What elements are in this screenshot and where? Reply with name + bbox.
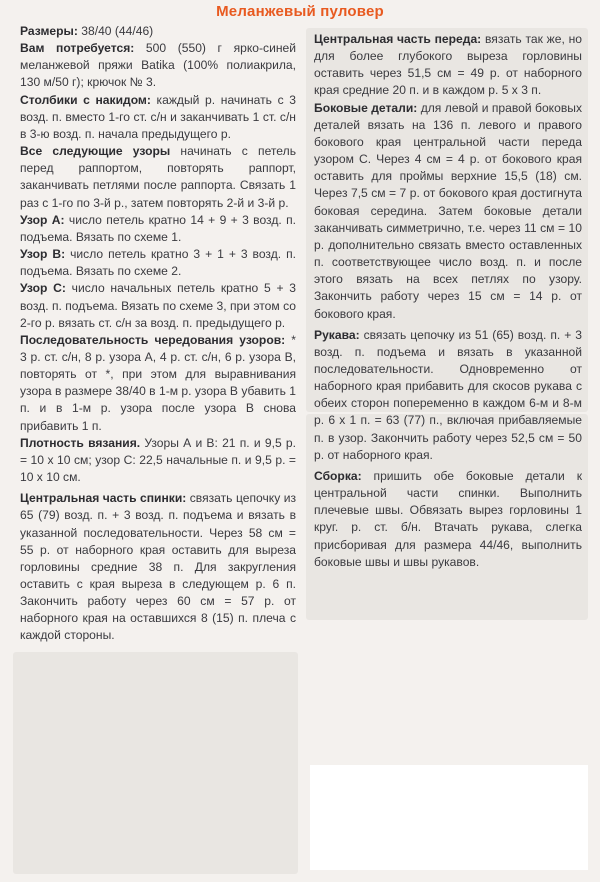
section-gauge	[20, 435, 296, 486]
section-heading: Узор В:	[20, 247, 66, 262]
section-sleeves	[314, 327, 582, 464]
section-sizes	[20, 23, 296, 40]
page-title: Меланжевый пуловер	[216, 3, 384, 20]
section-heading: Рукава:	[314, 327, 360, 342]
section-pattern-b	[20, 246, 296, 280]
section-pattern-a	[20, 212, 296, 246]
section-text: Узоры А и В: 21 п. и 9,5 р. = 10 x 10 см; узор С: 22,5 начальные п. и 9,5 р. = 10 x 10 см.	[20, 435, 296, 485]
section-text: 38/40 (44/46)	[77, 24, 154, 38]
right-column	[314, 23, 582, 571]
section-text: связать цепочку из 51 (65) возд. п. + 3 возд. п. подъема и вязать в указанной последовательности. Одновременно от наборного края прибавить для скосов рукава с обеих сторон попеременно в каждом 6-м и 8-м р. 6 x 1 п. = 63 (77) п., включая прибавляемые п. в узор. Закончить работу через 52,5 см = 50 р. от наборного края.	[314, 327, 582, 462]
section-text: * 3 р. ст. с/н, 8 р. узора А, 4 р. ст. с/н, 6 р. узора В, повторять от *, при этом для выравнивания узора в размере 38/40 в 1-м р. узора В убавить 1 п. и в 1-м р. узора после узора В снова прибавить 1 п.	[20, 332, 296, 433]
section-pattern-c	[20, 280, 296, 331]
section-text: число петель кратно 14 + 9 + 3 возд. п. подъема. Вязать по схеме 1.	[20, 212, 297, 244]
section-heading: Боковые детали:	[314, 100, 418, 115]
section-materials	[20, 40, 296, 91]
section-double-crochet	[20, 92, 296, 143]
section-text: связать цепочку из 65 (79) возд. п. + 3 возд. п. подъема и вязать в указанной последовательности. Через 58 см = 55 р. от наборного края оставить для выреза горловины средние 38 п. Для закругления оставить с края выреза в следующем р. 6 п. Закончить работу через 60 см = 57 р. от наборного края на оставшихся 8 (15) п. плеча с каждой стороны.	[20, 491, 296, 643]
section-heading: Размеры:	[20, 24, 78, 38]
section-text: число петель кратно 3 + 1 + 3 возд. п. подъема. Вязать по схеме 2.	[20, 247, 296, 279]
section-text: для левой и правой боковых деталей вязать на 136 п. левого и правого бокового края центральной части переда узором С. Через 4 см = 4 р. от бокового края оставить для проймы верхние 15,5 (18) см. Через 7,5 см = 7 р. от бокового края достигнута боковая середина. Затем боковые детали заканчивать симметрично, т.е. через 11 см = 10 р. дополнительно связать вместо оставленных п. соответствующее число возд. п. и после этого вязать на всех петлях по узору. Закончить работу через 15 см = 14 р. от бокового края.	[314, 100, 583, 321]
section-text: пришить обе боковые детали к центральной части спинки. Выполнить плечевые швы. Обвязать вырез горловины 1 круг. р. ст. б/н. Втачать рукава, слегка присборивая для размера 44/46, выполнить боковые швы и швы рукавов.	[314, 468, 582, 569]
section-heading: Столбики с накидом:	[20, 92, 151, 107]
section-heading: Центральная часть переда:	[314, 32, 482, 46]
section-patterns-general	[20, 143, 296, 212]
section-heading: Центральная часть спинки:	[20, 491, 187, 506]
section-heading: Все следующие узоры	[20, 144, 171, 159]
blank-area	[310, 765, 588, 870]
section-side-panels	[314, 100, 582, 323]
section-back-center	[20, 490, 296, 644]
section-text: 500 (550) г ярко-синей меланжевой пряжи Batika (100% полиакрила, 130 м/50 г); крючок № 3.	[20, 41, 296, 90]
left-column	[20, 23, 296, 645]
section-heading: Последовательность чередования узоров:	[20, 332, 286, 347]
section-heading: Вам потребуется:	[20, 41, 135, 56]
back-section-shading	[13, 652, 298, 874]
section-heading: Сборка:	[314, 468, 362, 483]
section-text: вязать так же, но для более глубокого выреза горловины оставить через 51,5 см = 49 р. от наборного края средние 20 п. и в каждом р. 5 x 3 п.	[314, 32, 582, 98]
section-front-center	[314, 31, 582, 100]
section-assembly	[314, 468, 582, 571]
section-text: число начальных петель кратно 5 + 3 возд. п. подъема. Вязать по схеме 3, при этом со 2-го р. вязать ст. с/н за возд. п. предыдущего р.	[20, 281, 296, 330]
section-heading: Узор С:	[20, 281, 66, 296]
section-sequence	[20, 332, 296, 435]
section-text: начинать с петель перед раппортом, повторять раппорт, заканчивать петлями после раппорта. Связать 1 раз с 1-го по 3-й р., затем повторять 2-й и 3-й р.	[20, 144, 296, 210]
section-heading: Узор А:	[20, 212, 65, 227]
section-text: каждый р. начинать с 3 возд. п. вместо 1-го ст. с/н и заканчивать 1 ст. с/н в 3-ю возд. п. начала предыдущего р.	[20, 92, 297, 141]
section-heading: Плотность вязания.	[20, 435, 141, 450]
